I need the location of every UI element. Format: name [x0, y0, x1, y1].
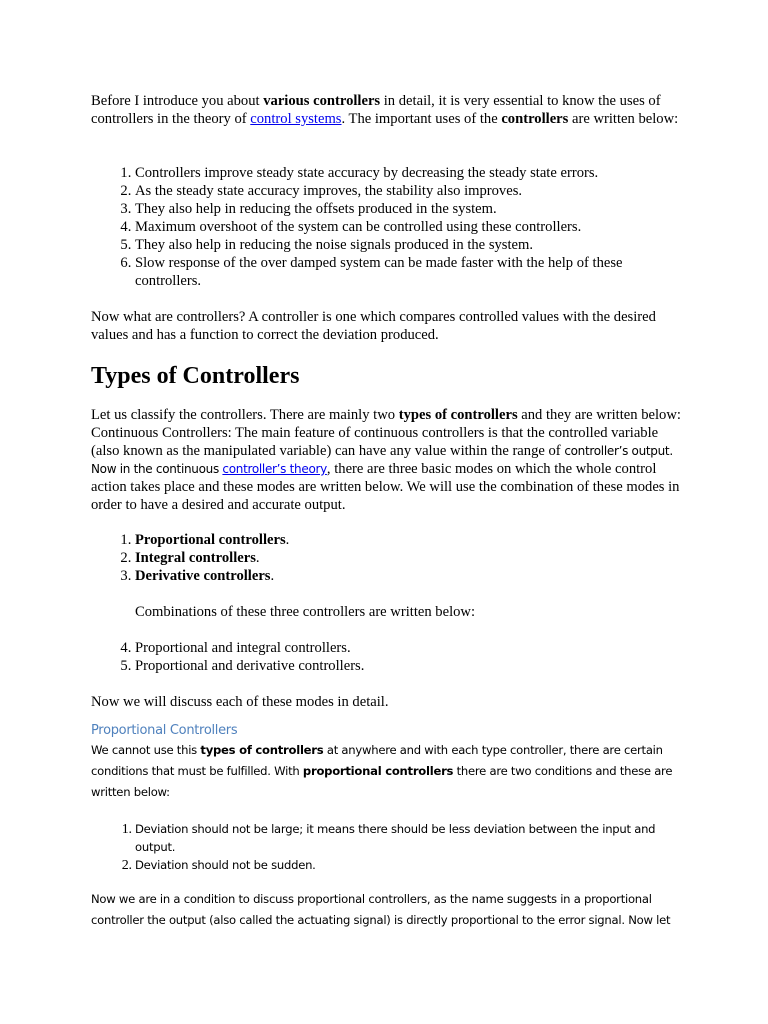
page-title: Types of Controllers [91, 363, 300, 389]
mode-label: Integral controllers [135, 550, 256, 566]
uses-list [91, 164, 695, 290]
combinations-intro: Combinations of these three controllers are written below: [135, 604, 476, 620]
list-item: 5. They also help in reducing the noise signals produced in the system. [135, 236, 695, 254]
list-item: 6. Slow response of the over damped system can be made faster with the help of these controllers. [135, 254, 695, 290]
intro-text-4: are written below: [568, 111, 679, 127]
classify-paragraph [91, 406, 681, 514]
list-item: 4. Maximum overshoot of the system can be controlled using these controllers. [135, 218, 695, 236]
classify-sans-text: controller’s output. Now in the continuous [91, 444, 673, 476]
prop-text-1: We cannot use this [91, 743, 201, 757]
intro-text-2: in detail, it is very essential to know the uses of controllers in the theory of [91, 93, 661, 127]
list-item: 5. Proportional and derivative controllers. [135, 657, 725, 675]
mode-suffix: . [255, 550, 260, 566]
list-item: 4. Proportional and integral controllers. [135, 639, 725, 657]
mode-suffix: . [270, 568, 275, 584]
classify-text-2: and they are written below: Continuous Controllers: The main feature of continuous controllers is that the controlled variable (also known as the manipulated variable) can have any value within the range of [91, 407, 681, 459]
classify-text-3: , there are three basic modes on which the whole control action takes place and these modes are written below. We will use the combination of these modes in order to have a desired and accurate output. [91, 461, 680, 513]
definition-paragraph: Now what are controllers? A controller is one which compares controlled values with the desired values and has a function to correct the deviation produced. [91, 309, 656, 343]
conditions-list [91, 820, 695, 874]
list-item [135, 549, 725, 567]
list-item [135, 567, 725, 585]
list-item: 1. Controllers improve steady state accuracy by decreasing the steady state errors. [135, 164, 695, 182]
classify-text-1: Let us classify the controllers. There are mainly two [91, 407, 399, 423]
intro-bold-various-controllers: various controllers [263, 93, 381, 109]
combinations-list [91, 639, 725, 675]
mode-suffix: . [285, 532, 290, 548]
prop-text-2: at anywhere and with each type controller, there are certain conditions that must be fulfilled. With [91, 743, 663, 778]
classify-bold-types: types of controllers [398, 407, 518, 423]
intro-bold-controllers: controllers [501, 111, 569, 127]
list-item: 1. Deviation should not be large; it means there should be less deviation between the input and output. [135, 820, 695, 856]
list-item [135, 531, 725, 549]
prop-bold-proportional: proportional controllers [302, 764, 454, 778]
intro-paragraph [91, 92, 681, 128]
controllers-theory-link[interactable]: controller’s theory [222, 462, 327, 476]
list-item: 2. As the steady state accuracy improves, the stability also improves. [135, 182, 695, 200]
modes-list [91, 531, 725, 585]
discuss-paragraph: Now we will discuss each of these modes in detail. [91, 694, 389, 710]
intro-text-3: . The important uses of the [341, 111, 502, 127]
closing-paragraph: Now we are in a condition to discuss proportional controllers, as the name suggests in a proportional controller the output (also called the actuating signal) is directly proportional to the error signal. Now let [91, 892, 671, 927]
section-heading-proportional: Proportional Controllers [91, 723, 238, 738]
list-item: 2. Deviation should not be sudden. [135, 856, 695, 874]
intro-text-1: Before I introduce you about [91, 93, 264, 109]
prop-text-3: there are two conditions and these are written below: [91, 764, 673, 799]
prop-bold-types: types of controllers [200, 743, 324, 757]
control-systems-link[interactable]: control systems [250, 111, 342, 127]
mode-label: Proportional controllers [135, 532, 286, 548]
mode-label: Derivative controllers [135, 568, 271, 584]
proportional-paragraph [91, 740, 681, 803]
list-item: 3. They also help in reducing the offsets produced in the system. [135, 200, 695, 218]
